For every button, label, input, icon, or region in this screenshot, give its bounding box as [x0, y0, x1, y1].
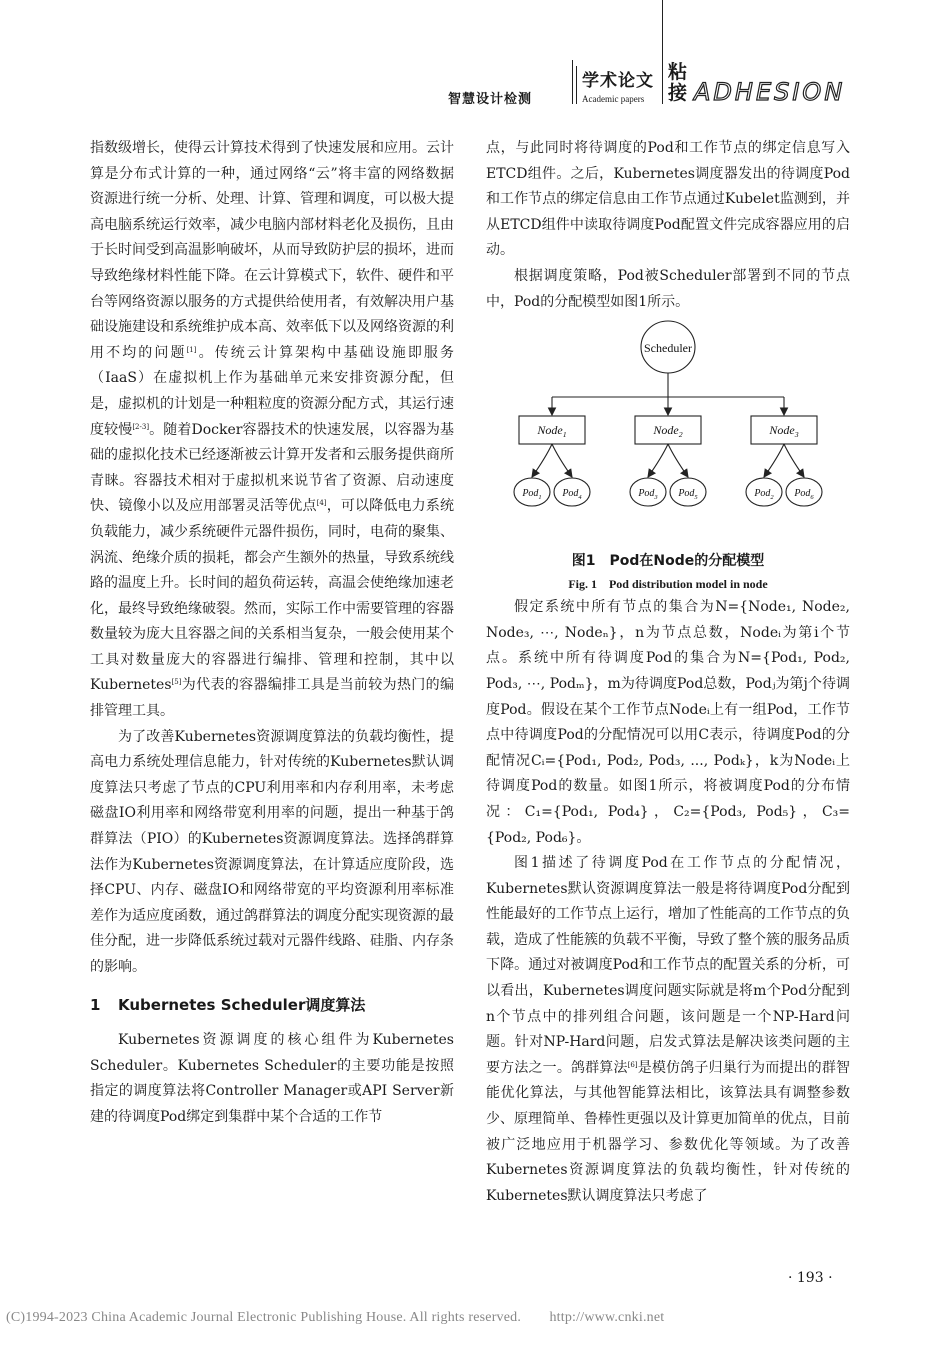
- copyright-footer: (C)1994-2023 China Academic Journal Electronic Publishing House. All rights reserved. http://www.cnki.net: [6, 1310, 665, 1325]
- right-column: [486, 136, 850, 1209]
- citation: [4]: [316, 499, 327, 508]
- figure-caption-en: Fig. 1 Pod distribution model in node: [568, 577, 768, 592]
- citation: [6]: [627, 1060, 638, 1069]
- paragraph: 图1描述了待调度Pod在工作节点的分配情况，Kubernetes默认资源调度算法一般是将待调度Pod分配到性能最好的工作节点上运行，增加了性能高的工作节点的负载，造成了性能簇的负载不平衡，导致了整个簇的服务品质下降。通过对被调度Pod和工作节点的配置关系的分析，可以看出，Kubernetes调度问题实际就是将m个Pod分配到n个节点中的排列组合问题，该问题是一个NP-Hard问题。针对NP-Hard问题，启发式算法是解决该类问题的主要方法之一。鸽群算法[6]是模仿鸽子归巢行为而提出的群智能优化算法，与其他智能算法相比，该算法具有调整参数少、原理简单、鲁棒性更强以及计算更加简单的优点，目前被广泛地应用于机器学习、参数优化等领域。为了改善Kubernetes资源调度算法的负载均衡性，针对传统的Kubernetes默认调度算法只考虑了: [486, 855, 851, 1204]
- citation: [5]: [171, 678, 182, 687]
- page-number: · 193 ·: [788, 1270, 833, 1286]
- node-label: Node$_2$: [653, 423, 683, 440]
- pod-label: Pod$_5$: [678, 488, 698, 502]
- arrow-to-pod: [668, 444, 688, 477]
- section-heading: 1 Kubernetes Scheduler调度算法: [90, 995, 366, 1014]
- scheduler-label: Scheduler: [644, 341, 692, 356]
- pod-label: Pod$_3$: [638, 488, 658, 502]
- left-column: [90, 136, 454, 1131]
- journal-section-label: 智慧设计检测: [448, 92, 533, 107]
- brand-title: 学术论文: [582, 71, 654, 91]
- pod-label: Pod$_1$: [522, 488, 542, 502]
- paragraph: 点，与此同时将待调度的Pod和工作节点的绑定信息写入ETCD组件。之后，Kubernetes调度器发出的待调度Pod和工作节点的绑定信息由工作节点通过Kubelet监测到，并从ETCD组件中读取待调度Pod配置文件完成容器应用的启动。: [486, 140, 850, 259]
- magazine-logo-cn: 粘接: [668, 61, 688, 104]
- paragraph: 为了改善Kubernetes资源调度算法的负载均衡性，提高电力系统处理信息能力，针对传统的Kubernetes默认调度算法只考虑了节点的CPU利用率和内存利用率，未考虑磁盘IO利用率和网络带宽利用率的问题，提出一种基于鸽群算法（PIO）的Kubernetes资源调度算法。选择鸽群算法作为Kubernetes资源调度算法，在计算适应度阶段，选择CPU、内存、磁盘IO和网络带宽的平均资源利用率标准差作为适应度函数，通过鸽群算法的调度分配实现资源的最佳分配，进一步降低系统过载对元器件线路、硅脂、内存条的影响。: [90, 728, 454, 975]
- paragraph: 假定系统中所有节点的集合为N={Node₁, Node₂, Node₃, ⋯, Nodeₙ}，n为节点总数，Nodeᵢ为第i个节点。系统中所有待调度Pod的集合为N={Pod₁, Pod₂, Pod₃, ⋯, Podₘ}，m为待调度Pod总数，Podⱼ为第j个待调度Pod。假设在某个工作节点Nodeᵢ上有一组Pod，工作节点中待调度Pod的分配情况可以用C表示，待调度Pod的分配情况Cᵢ={Pod₁, Pod₂, Pod₃, ..., Podₖ}，k为Nodeᵢ上待调度Pod的数量。如图1所示，将被调度Pod的分布情况：C₁={Pod₁, Pod₄}，C₂={Pod₃, Pod₅}，C₃={Pod₂, Pod₆}。: [486, 599, 850, 846]
- figure-caption-cn: 图1 Pod在Node的分配模型: [571, 553, 765, 570]
- pod-label: Pod$_4$: [562, 488, 582, 502]
- header-divider-right: [662, 0, 663, 104]
- pod-label: Pod$_6$: [794, 488, 814, 502]
- citation: [1]: [186, 345, 197, 354]
- arrow-to-pod: [784, 444, 804, 477]
- magazine-logo-en: ADHESION: [694, 78, 846, 106]
- node-label: Node$_1$: [537, 423, 567, 440]
- pod-label: Pod$_2$: [754, 488, 774, 502]
- node-label: Node$_3$: [769, 423, 799, 440]
- arrow-to-pod: [532, 444, 552, 477]
- arrow-to-pod: [552, 444, 572, 477]
- header-divider: [572, 60, 573, 104]
- figure-1: [486, 315, 850, 549]
- pod-distribution-diagram: [503, 315, 833, 549]
- arrow-to-pod: [648, 444, 668, 477]
- paragraph: Kubernetes资源调度的核心组件为Kubernetes Scheduler。Kubernetes Scheduler的主要功能是按照指定的调度算法将Controller Manager或API Server新建的待调度Pod绑定到集群中某个合适的工作节: [90, 1032, 454, 1125]
- header-divider-inner: [576, 66, 577, 104]
- arrow-to-pod: [764, 444, 784, 477]
- brand-subtitle: Academic papers: [582, 94, 645, 104]
- citation: [2-3]: [132, 422, 150, 431]
- paragraph: 根据调度策略，Pod被Scheduler部署到不同的节点中，Pod的分配模型如图1所示。: [486, 267, 850, 310]
- paragraph: 指数级增长，使得云计算技术得到了快速发展和应用。云计算是分布式计算的一种，通过网络“云”将丰富的网络数据资源进行统一分析、处理、计算、管理和调度，可以极大提高电脑系统运行效率，减少电脑内部材料老化及损伤，且由于长时间受到高温影响破坏，从而导致防护层的损坏，进而导致绝缘材料性能下降。在云计算模式下，软件、硬件和平台等网络资源以服务的方式提供给使用者，有效解决用户基础设施建设和系统维护成本高、效率低下以及网络资源的利用不均的问题[1]。传统云计算架构中基础设施即服务（IaaS）在虚拟机上作为基础单元来安排资源分配，但是，虚拟机的计划是一种粗粒度的资源分配方式，其运行速度较慢[2-3]。随着Docker容器技术的快速发展，以容器为基础的虚拟化技术已经逐渐被云计算开发者和云服务提供商所青睐。容器技术相对于虚拟机来说节省了资源、启动速度快、镜像小以及应用部署灵活等优点[4]，可以降低电力系统负载能力，减少系统硬件元器件损伤，同时，电荷的聚集、涡流、绝缘介质的损耗，都会产生额外的热量，导致系统线路的温度上升。长时间的超负荷运转，高温会使绝缘加速老化，最终导致绝缘破裂。然而，实际工作中需要管理的容器数量较为庞大且容器之间的关系相当复杂，一般会使用某个工具对数量庞大的容器进行编排、管理和控制，其中以Kubernetes[5]为代表的容器编排工具是当前较为热门的编排管理工具。: [90, 140, 455, 720]
